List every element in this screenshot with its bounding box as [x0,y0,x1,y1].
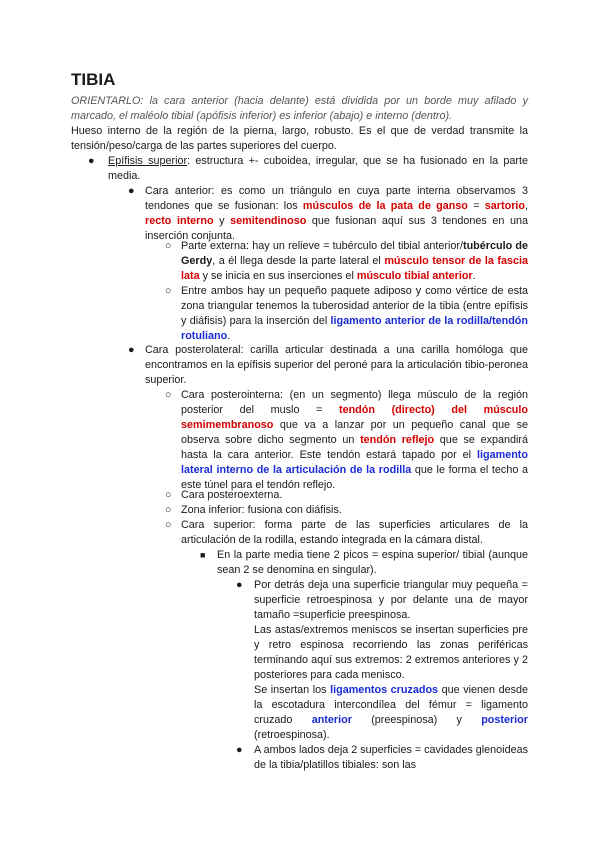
term-anterior: anterior [311,714,352,726]
orientation-note: ORIENTARLO: la cara anterior (hacia delante) está dividida por un borde muy afilado y marcado, el maléolo tibial (apófisis inferior) es inferior (abajo) e interno (dentro). [71,95,528,122]
term-ligamentos-cruzados: ligamentos cruzados [330,684,439,696]
term-ligamento-lateral-interno: ligamento lateral interno de la articulación de la rodilla [181,449,528,476]
bullet-icon: ● [128,185,135,197]
list-item-ambos-lados: A ambos lados deja 2 superficies = cavidades glenoideas de la tibia/platillos tibiales: son las [254,744,528,771]
bullet-icon: ○ [165,489,172,501]
term-recto-interno: recto interno [145,215,214,227]
bullet-icon: ● [236,579,243,591]
bullet-icon: ● [236,744,243,756]
list-item-cara-anterior: Cara anterior: es como un triángulo en cuya parte interna observamos 3 tendones que se fusionan: los músculos de la pata de ganso = sartorio, recto interno y semitendinoso que fusionan aquí sus 3 tendones en una inserción conjunta. [145,185,528,242]
term-sartorio: sartorio [484,200,525,212]
term-gerdy: tubérculo de Gerdy [181,240,528,267]
list-item-entre-ambos: Entre ambos hay un pequeño paquete adiposo y como vértice de esta zona triangular tenemos la tuberosidad anterior de la tibia (entre epífisis y diáfisis) para la inserción del ligamento anterior de la rodilla/tendón rotuliano. [181,285,528,342]
bullet-icon: ○ [165,285,172,297]
bullet-icon: ○ [165,519,172,531]
list-item-cara-posterolateral: Cara posterolateral: carilla articular destinada a una carilla homóloga que encontramos en la epífisis superior del peroné para la articulación tibio-peronea superior. [145,344,528,386]
bullet-icon: ● [88,155,95,167]
term-tendon-reflejo: tendón reflejo [360,434,435,446]
intro-paragraph: Hueso interno de la región de la pierna, largo, robusto. Es el que de verdad transmite la tensión/peso/carga de las partes superiores del cuerpo. [71,125,528,152]
list-item-zona-inferior: Zona inferior: fusiona con diáfisis. [181,504,342,516]
epifisis-label: Epífisis superior [108,155,188,167]
bullet-icon: ○ [165,240,172,252]
list-item-epifisis: Epífisis superior: estructura +- cuboidea, irregular, que se ha fusionado en la parte media. [108,155,528,182]
term-pata-de-ganso: músculos de la pata de ganso [302,200,468,212]
list-item-por-detras: Por detrás deja una superficie triangular muy pequeña = superficie retroespinosa y por delante una de mayor tamaño =superficie preespinosa. [254,579,528,621]
term-tibial-anterior: músculo tibial anterior [356,270,473,282]
list-item-parte-media: En la parte media tiene 2 picos = espina superior/ tibial (aunque sean 2 se denomina en singular). [217,549,528,576]
list-item-cara-posterointerna: Cara posterointerna: (en un segmento) llega músculo de la región posterior del muslo = tendón (directo) del músculo semimembranoso que va a lanzar por un pequeño canal que se observa sobre dicho segmento un tendón reflejo que se expandirá hasta la cara anterior. Este tendón estará tapado por el ligamento lateral interno de la articulación de la rodilla que le forma el techo a este túnel para el tendón reflejo. [181,389,528,491]
paragraph-astas: Las astas/extremos meniscos se insertan superficies pre y retro espinosa recorriendo las zonas periféricas terminando aquí sus extremos: 2 extremos anteriores y 2 posteriores para cada menisco. [254,624,528,681]
list-item-cara-superior: Cara superior: forma parte de las superficies articulares de la articulación de la rodilla, estando integrada en la cámara distal. [181,519,528,546]
bullet-icon: ● [128,344,135,356]
term-semitendinoso: semitendinoso [230,215,307,227]
list-item-parte-externa: Parte externa: hay un relieve = tubérculo del tibial anterior/tubérculo de Gerdy, a él llega desde la parte lateral el músculo tensor de la fascia lata y se inicia en sus inserciones el músculo tibial anterior. [181,240,528,282]
paragraph-ligamentos: Se insertan los ligamentos cruzados que vienen desde la escotadura intercondílea del fémur = ligamento cruzado anterior (preespinosa) y posterior (retroespinosa). [254,684,529,741]
bullet-icon: ■ [200,550,206,560]
term-semimembranoso: tendón (directo) del músculo semimembranoso [181,404,528,431]
list-item-cara-posteroexterna: Cara posteroexterna. [181,489,283,501]
term-tendon-rotuliano: ligamento anterior de la rodilla/tendón rotuliano [181,315,528,342]
bullet-icon: ○ [165,504,172,516]
term-tensor-fascia-lata: músculo tensor de la fascia lata [181,255,528,282]
page-title: TIBIA [71,70,116,89]
term-posterior: posterior [481,714,528,726]
bullet-icon: ○ [165,389,172,401]
